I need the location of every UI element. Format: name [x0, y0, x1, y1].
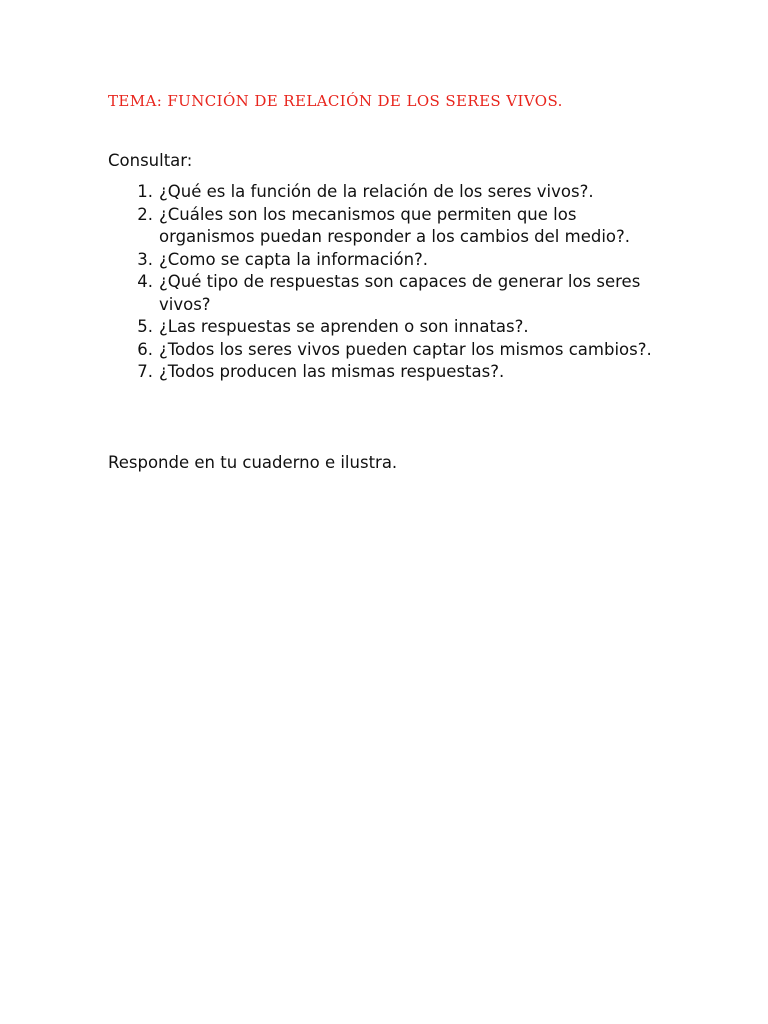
list-item [108, 181, 668, 204]
list-item [108, 316, 668, 339]
question-text: ¿Qué es la función de la relación de los seres vivos?. [159, 182, 594, 201]
list-item [108, 271, 668, 316]
question-text: ¿Qué tipo de respuestas son capaces de generar los seres vivos? [159, 272, 641, 314]
question-text: ¿Cuáles son los mecanismos que permiten que los organismos puedan responder a los cambios del medio?. [159, 204, 630, 246]
question-number: 3. [137, 249, 153, 269]
list-item [108, 361, 668, 384]
question-text: ¿Como se capta la información?. [159, 249, 429, 269]
list-item [108, 339, 668, 362]
question-number: 4. [137, 272, 153, 291]
list-item [108, 204, 668, 249]
question-number: 2. [137, 204, 153, 224]
list-item [108, 249, 668, 272]
question-list [108, 181, 668, 384]
intro-label: Consultar: [108, 151, 193, 170]
question-number: 7. [137, 362, 153, 381]
question-text: ¿Todos los seres vivos pueden captar los mismos cambios?. [159, 339, 652, 359]
closing-instruction: Responde en tu cuaderno e ilustra. [108, 453, 398, 472]
question-number: 6. [137, 339, 153, 359]
question-text: ¿Las respuestas se aprenden o son innatas?. [159, 317, 529, 336]
question-number: 5. [137, 317, 153, 336]
document-title: TEMA: FUNCIÓN DE RELACIÓN DE LOS SERES VIVOS. [108, 92, 563, 110]
question-number: 1. [137, 182, 153, 201]
question-text: ¿Todos producen las mismas respuestas?. [159, 362, 505, 381]
